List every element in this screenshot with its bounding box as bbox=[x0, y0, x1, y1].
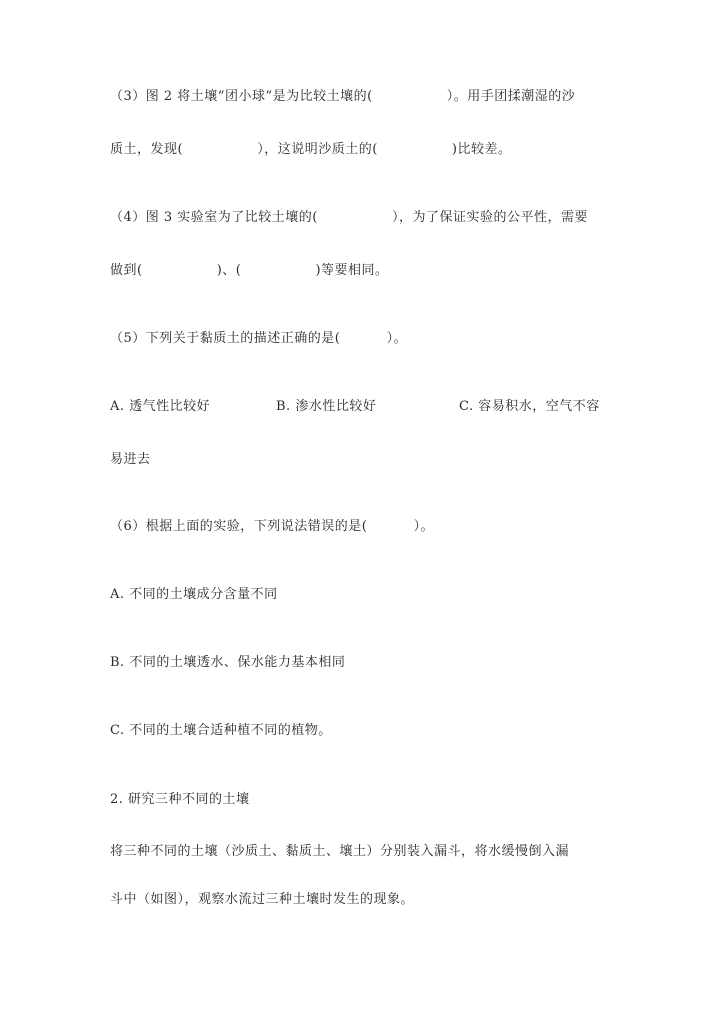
q4-line-2: 做到( )、( )等要相同。 bbox=[110, 263, 389, 278]
q3-line-1: （3）图 2 将土壤“团小球”是为比较土壤的( ）。用手团揉潮湿的沙 bbox=[110, 89, 576, 104]
q6-option-a: A. 不同的土壤成分含量不同 bbox=[110, 587, 278, 602]
q5-option-c-continued: 易进去 bbox=[110, 452, 151, 467]
q5-stem: （5）下列关于黏质土的描述正确的是( ）。 bbox=[110, 331, 408, 346]
section-2-line-1: 将三种不同的土壤（沙质土、黏质土、壤土）分别装入漏斗，将水缓慢倒入漏 bbox=[110, 844, 570, 859]
section-2-title: 2. 研究三种不同的土壤 bbox=[110, 792, 250, 807]
q6-option-b: B. 不同的土壤透水、保水能力基本相同 bbox=[110, 655, 346, 670]
q6-stem: （6）根据上面的实验，下列说法错误的是( ）。 bbox=[110, 519, 435, 534]
q5-option-c: C. 容易积水，空气不容 bbox=[459, 399, 600, 414]
q5-option-b: B. 渗水性比较好 bbox=[276, 399, 377, 414]
q6-option-c: C. 不同的土壤合适种植不同的植物。 bbox=[110, 723, 332, 738]
q5-option-a: A. 透气性比较好 bbox=[110, 399, 211, 414]
q4-line-1: （4）图 3 实验室为了比较土壤的( ），为了保证实验的公平性，需要 bbox=[110, 210, 588, 225]
section-2-line-2: 斗中（如图），观察水流过三种土壤时发生的现象。 bbox=[110, 892, 415, 907]
q3-line-2: 质土，发现( ），这说明沙质土的( )比较差。 bbox=[110, 142, 512, 157]
